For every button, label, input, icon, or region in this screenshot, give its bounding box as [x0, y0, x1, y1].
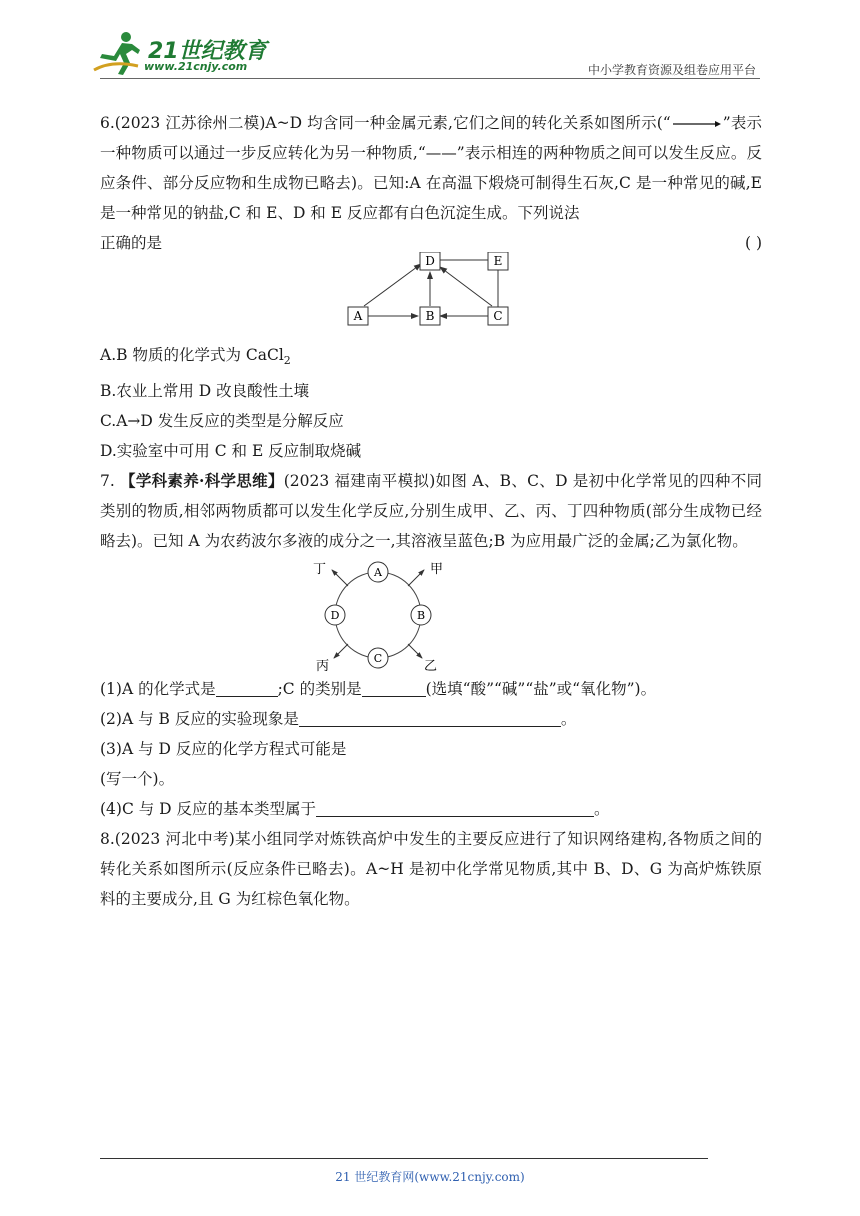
q7-diagram [100, 556, 762, 674]
product-ding: 丁 [313, 562, 327, 578]
q6-stem-part2: ”表示一种物质可以通过一步反应转化为另一种物质,“——”表示相连的两种物质之间可以发生反应。反应条件、部分反应物和生成物已略去)。已知:A 在高温下煅烧可制得生石灰,C 是一种常见的碱,E 是一种常见的钠盐,C 和 E、D 和 E 反应都有白色沉淀生成。下列说法 [100, 114, 762, 222]
node-e-label: E [493, 254, 503, 268]
q7-stem-text: (2023 福建南平模拟)如图 A、B、C、D 是初中化学常见的四种不同类别的物质,相邻两物质都可以发生化学反应,分别生成甲、乙、丙、丁四种物质(部分生成物已经略去)。已知 A 为农药波尔多液的成分之一,其溶液呈蓝色;B 为应用最广泛的金属;乙为氯化物。 [100, 472, 762, 551]
product-jia: 甲 [430, 562, 444, 578]
node-d-label: D [425, 254, 435, 268]
option-c-text: C.A→D 发生反应的类型是分解反应 [100, 412, 344, 431]
option-a-subscript: 2 [283, 354, 291, 368]
q6-stem [100, 108, 762, 228]
q7-sub1-text-b: ;C 的类别是 [277, 680, 362, 699]
edge-a-d [364, 264, 421, 306]
question-6 [100, 108, 762, 466]
option-b-text: B.农业上常用 D 改良酸性土壤 [100, 382, 310, 401]
option-d[interactable] [100, 436, 762, 466]
q7-sub2-end: 。 [560, 710, 577, 729]
q8-stem: 8.(2023 河北中考)某小组同学对炼铁高炉中发生的主要反应进行了知识网络建构,各物质之间的转化关系如图所示(反应条件已略去)。A~H 是初中化学常见物质,其中 B、D、G 为高炉炼铁原料的主要成分,且 G 为红棕色氧化物。 [100, 830, 762, 909]
node-a-label: A [353, 309, 363, 323]
q7-sub1-text-c: (选填“酸”“碱”“盐”或“氧化物”)。 [425, 680, 657, 699]
option-d-text: D.实验室中可用 C 和 E 反应制取烧碱 [100, 442, 362, 461]
option-c[interactable] [100, 406, 762, 436]
option-b[interactable] [100, 376, 762, 406]
q6-options [100, 340, 762, 466]
arrow-to-ding [332, 570, 348, 586]
footer-divider [100, 1158, 708, 1159]
arrow-symbol-icon [671, 119, 723, 129]
q7-number: 7. [100, 472, 115, 491]
product-yi: 乙 [424, 659, 438, 675]
product-bing: 丙 [316, 659, 330, 675]
node-c-label: C [493, 309, 503, 323]
site-logo [92, 30, 267, 78]
logo-brand-text: 21世纪教育 [148, 39, 267, 64]
node-d-label: D [330, 609, 340, 623]
q7-sub4-end: 。 [594, 800, 610, 819]
question-7 [100, 466, 762, 824]
q7-tag: 【学科素养·科学思维】 [120, 471, 284, 491]
runner-logo-icon [92, 30, 142, 76]
answer-bracket: ( ) [744, 234, 762, 252]
answer-blank-1[interactable] [216, 680, 278, 697]
q7-sub3-text: (3)A 与 D 反应的化学方程式可能是 [100, 740, 347, 759]
q7-diagram-svg [308, 558, 468, 674]
arrow-to-jia [408, 570, 424, 586]
option-a-text: A.B 物质的化学式为 CaCl [100, 346, 284, 364]
page-header [0, 0, 860, 90]
answer-blank-2[interactable] [362, 680, 426, 697]
header-divider [100, 78, 760, 79]
q6-diagram [100, 254, 762, 340]
q7-sub2 [100, 704, 762, 734]
q7-sub2-text: (2)A 与 B 反应的实验现象是 [100, 710, 299, 729]
answer-blank-3[interactable] [299, 710, 561, 727]
q7-sub1-text-a: (1)A 的化学式是 [100, 680, 216, 699]
page-content [100, 108, 762, 914]
logo-url-text: www.21cnjy.com [144, 60, 248, 73]
q6-stem-part1: 6.(2023 江苏徐州二模)A~D 均含同一种金属元素,它们之间的转化关系如图所示(“ [100, 114, 671, 132]
q6-diagram-svg [346, 252, 766, 334]
q7-sub4-text: (4)C 与 D 反应的基本类型属于 [100, 800, 317, 819]
q7-stem [100, 466, 762, 556]
q7-ring [335, 572, 421, 658]
node-a-label: A [374, 566, 382, 580]
footer-text[interactable]: 21 世纪教育网(www.21cnjy.com) [335, 1170, 525, 1184]
node-b-label: B [416, 609, 426, 623]
q7-sub3-end: (写一个)。 [100, 770, 175, 789]
q7-sub1 [100, 674, 762, 704]
q7-sub4 [100, 794, 762, 824]
q7-sub3-cont [100, 764, 762, 794]
option-a[interactable] [100, 340, 762, 376]
arrow-to-bing [334, 644, 348, 658]
arrow-to-yi [408, 644, 422, 658]
question-8 [100, 824, 762, 914]
answer-blank-4[interactable] [316, 800, 594, 817]
node-c-label: C [373, 652, 383, 666]
edge-c-d [440, 267, 492, 306]
node-b-label: B [425, 309, 435, 323]
q7-sub3 [100, 734, 762, 764]
header-platform-text: 中小学教育资源及组卷应用平台 [587, 63, 756, 77]
q6-stem-end: 正确的是 [100, 234, 163, 252]
